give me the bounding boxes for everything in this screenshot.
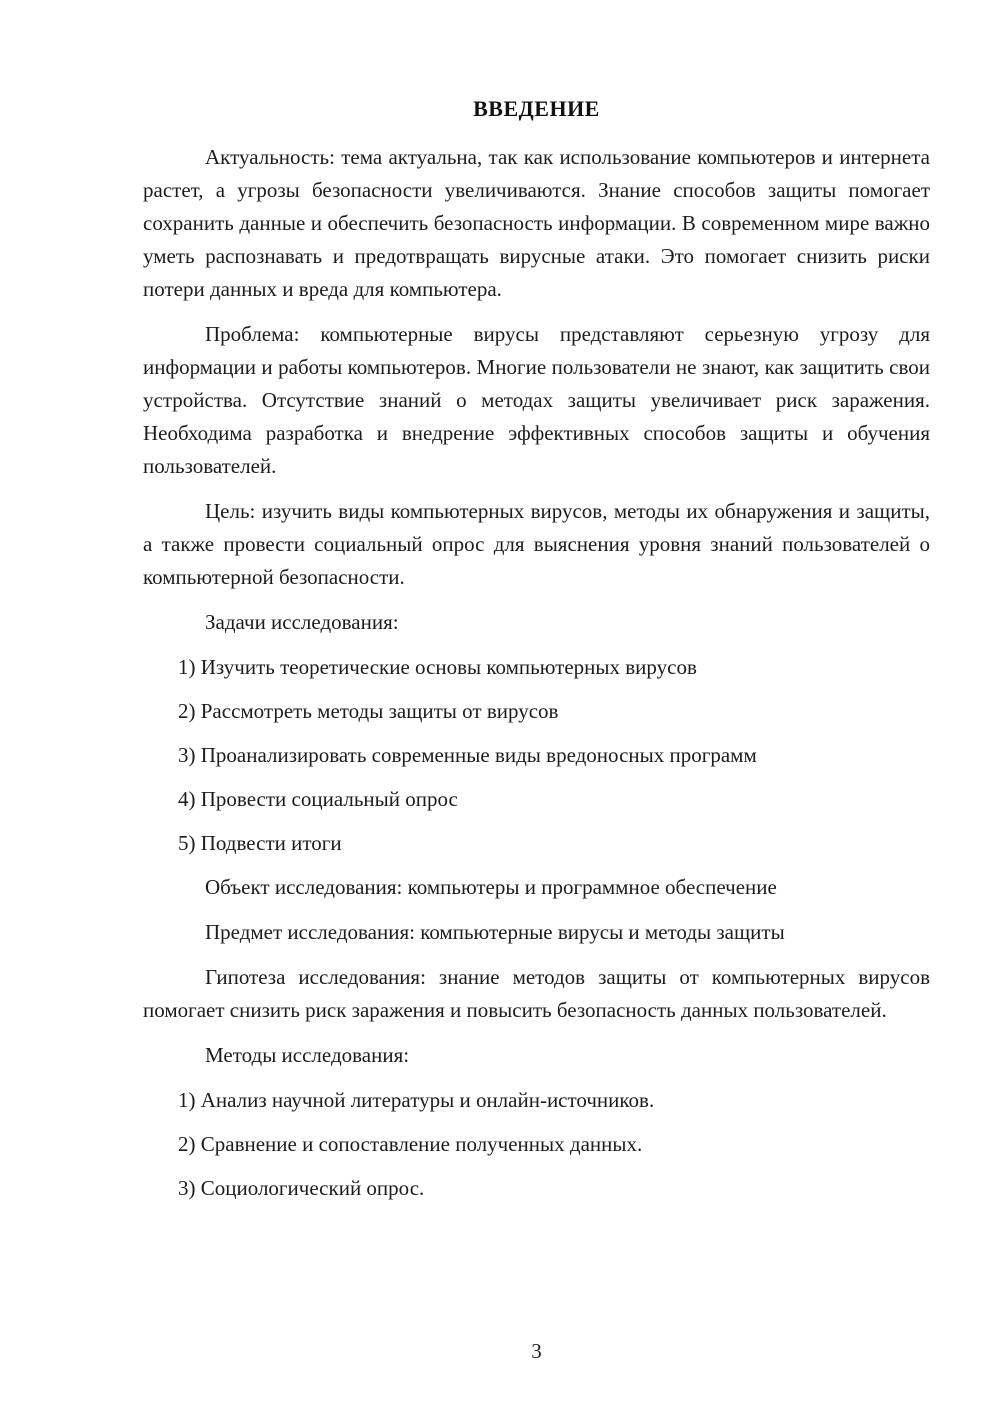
heading-tasks: Задачи исследования: bbox=[205, 610, 399, 634]
method-item-2: 2) Сравнение и сопоставление полученных данных. bbox=[178, 1132, 643, 1156]
paragraph-goal: Цель: изучить виды компьютерных вирусов, методы их обнаружения и защиты, а также провести социальный опрос для выяснения уровня знаний пользователей о компьютерной безопасности. bbox=[143, 499, 930, 589]
task-item-2: 2) Рассмотреть методы защиты от вирусов bbox=[178, 699, 559, 723]
paragraph-subject: Предмет исследования: компьютерные вирусы и методы защиты bbox=[205, 920, 785, 944]
method-item-1: 1) Анализ научной литературы и онлайн-источников. bbox=[178, 1088, 655, 1112]
document-title: ВВЕДЕНИЕ bbox=[473, 96, 600, 121]
task-item-5: 5) Подвести итоги bbox=[178, 831, 342, 855]
heading-methods: Методы исследования: bbox=[205, 1043, 410, 1067]
paragraph-hypothesis: Гипотеза исследования: знание методов защиты от компьютерных вирусов помогает снизить риск заражения и повысить безопасность данных пользователей. bbox=[143, 965, 930, 1022]
task-item-1: 1) Изучить теоретические основы компьютерных вирусов bbox=[178, 655, 697, 679]
task-item-3: 3) Проанализировать современные виды вредоносных программ bbox=[178, 743, 757, 767]
page-number: 3 bbox=[531, 1339, 542, 1363]
paragraph-relevance: Актуальность: тема актуальна, так как использование компьютеров и интернета растет, а угрозы безопасности увеличиваются. Знание способов защиты помогает сохранить данные и обеспечить безопасность информации. В современном мире важно уметь распознавать и предотвращать вирусные атаки. Это помогает снизить риски потери данных и вреда для компьютера. bbox=[143, 145, 930, 301]
method-item-3: 3) Социологический опрос. bbox=[178, 1176, 425, 1200]
task-item-4: 4) Провести социальный опрос bbox=[178, 787, 458, 811]
paragraph-problem: Проблема: компьютерные вирусы представляют серьезную угрозу для информации и работы компьютеров. Многие пользователи не знают, как защитить свои устройства. Отсутствие знаний о методах защиты увеличивает риск заражения. Необходима разработка и внедрение эффективных способов защиты и обучения пользователей. bbox=[143, 322, 930, 478]
paragraph-object: Объект исследования: компьютеры и программное обеспечение bbox=[205, 875, 777, 899]
